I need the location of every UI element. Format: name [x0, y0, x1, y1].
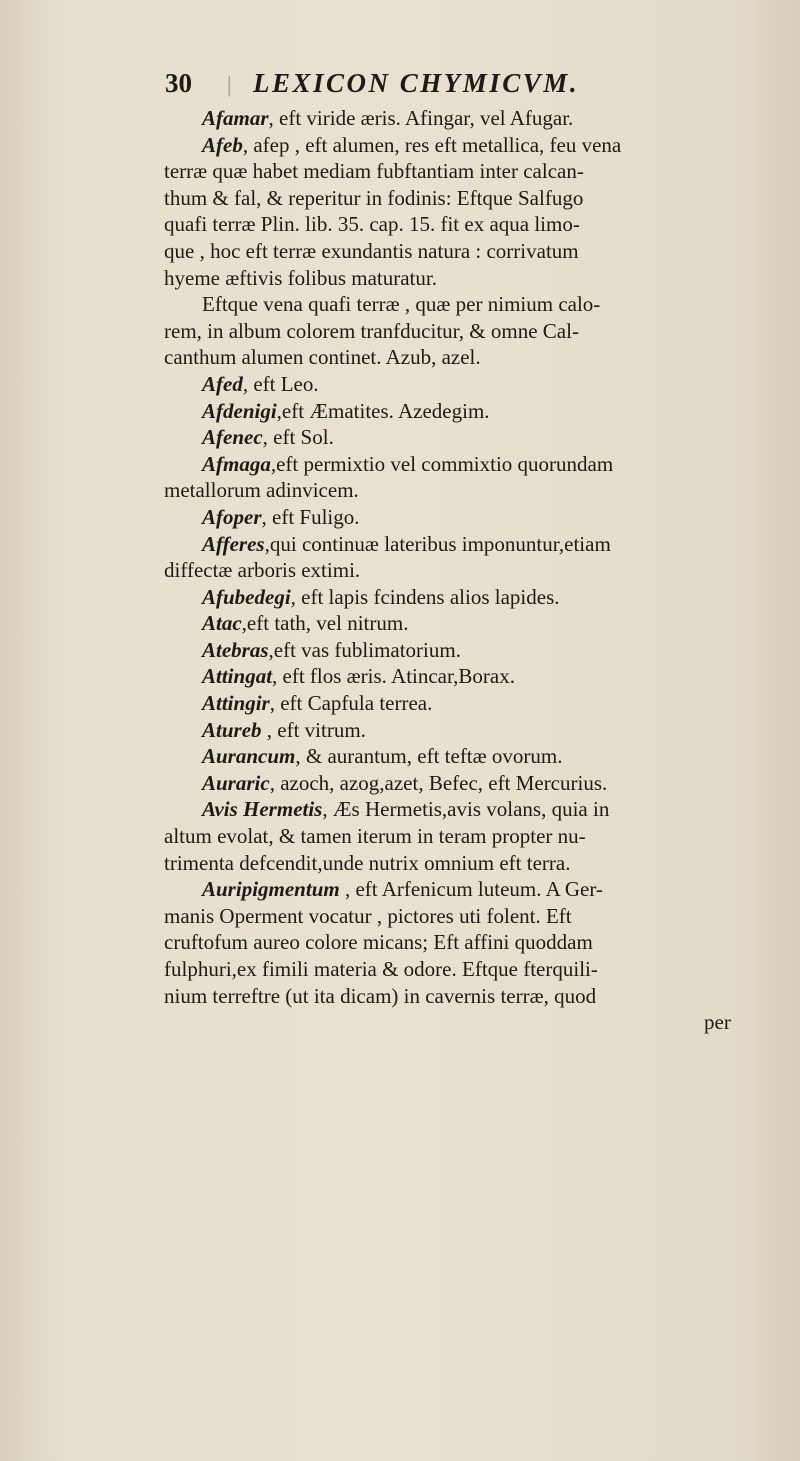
header-divider: | — [227, 72, 232, 97]
line-text: , eft Leo. — [242, 371, 319, 396]
line-text: , azoch, azog,azet, Befec, eft Mercurius. — [269, 770, 608, 795]
line-text: , & aurantum, eft teftæ ovorum. — [295, 744, 563, 769]
headword: Afoper — [202, 504, 262, 529]
text-line — [164, 663, 776, 690]
headword: Aurancum — [202, 744, 296, 769]
text-line — [164, 903, 776, 930]
line-text: hyeme æftivis folibus maturatur. — [164, 265, 437, 290]
line-text: , eft Capfula terrea. — [269, 691, 433, 716]
text-line — [164, 557, 776, 584]
text-line — [164, 238, 776, 265]
line-text: canthum alumen continet. Azub, azel. — [164, 345, 481, 370]
line-text: manis Operment vocatur , pictores uti folent. Eft — [164, 903, 572, 928]
line-text: , afep , eft alumen, res eft metallica, feu vena — [242, 132, 622, 157]
text-line — [164, 743, 776, 770]
line-text: ,eft permixtio vel commixtio quorundam — [270, 451, 614, 476]
line-text: , eft Arfenicum luteum. A Ger- — [339, 877, 603, 902]
text-line — [164, 850, 776, 877]
headword: Atureb — [202, 717, 262, 742]
text-line — [164, 983, 776, 1010]
text-line — [164, 398, 776, 425]
line-text: terræ quæ habet mediam fubftantiam inter calcan- — [164, 159, 584, 184]
running-title: LEXICON CHYMICVM. — [253, 68, 580, 98]
headword: Afmaga — [202, 451, 271, 476]
text-line — [164, 956, 776, 983]
line-text: Eftque vena quafi terræ , quæ per nimium calo- — [202, 292, 601, 317]
text-line — [164, 424, 776, 451]
headword: Afubedegi — [202, 584, 291, 609]
line-text: ,eft tath, vel nitrum. — [241, 611, 409, 636]
line-text: , eft Sol. — [262, 425, 334, 450]
text-line — [164, 504, 776, 531]
text-line — [164, 637, 776, 664]
dictionary-entries — [164, 105, 776, 1036]
headword: Avis Hermetis — [202, 797, 323, 822]
text-line — [164, 610, 776, 637]
text-line — [164, 265, 776, 292]
text-line — [164, 451, 776, 478]
headword: Atac — [202, 611, 242, 636]
text-line — [164, 929, 776, 956]
line-text: ,eft Æmatites. Azedegim. — [276, 398, 490, 423]
text-line — [164, 185, 776, 212]
headword: Attingir — [202, 691, 270, 716]
text-line — [164, 132, 776, 159]
line-text: , eft Fuligo. — [261, 504, 360, 529]
headword: Atebras — [202, 637, 269, 662]
text-line — [164, 584, 776, 611]
line-text: thum & fal, & reperitur in fodinis: Eftque Salfugo — [164, 185, 584, 210]
text-line — [164, 717, 776, 744]
text-line — [164, 796, 776, 823]
text-line — [164, 344, 776, 371]
line-text: quafi terræ Plin. lib. 35. cap. 15. fit ex aqua limo- — [164, 212, 580, 237]
page-number: 30 — [165, 68, 192, 98]
line-text: altum evolat, & tamen iterum in teram propter nu- — [164, 824, 586, 849]
line-text: ,eft vas fublimatorium. — [268, 637, 461, 662]
text-line — [164, 105, 776, 132]
text-line — [164, 291, 776, 318]
headword: Afamar — [202, 106, 269, 130]
text-line — [164, 477, 776, 504]
headword: Afdenigi — [202, 398, 277, 423]
line-text: fulphuri,ex fimili materia & odore. Eftque fterquili- — [164, 957, 598, 981]
text-line — [164, 690, 776, 717]
headword: Auraric — [202, 770, 270, 795]
line-text: , eft viride æris. Afingar, vel Afugar. — [268, 106, 574, 130]
line-text: , eft lapis fcindens alios lapides. — [290, 584, 560, 609]
text-line — [164, 770, 776, 797]
line-text: trimenta defcendit,unde nutrix omnium eft terra. — [164, 850, 571, 875]
line-text: rem, in album colorem tranfducitur, & omne Cal- — [164, 318, 579, 343]
headword: Afferes — [202, 531, 265, 556]
text-line — [164, 876, 776, 903]
line-text: cruftofum aureo colore micans; Eft affini quoddam — [164, 930, 593, 955]
headword: Afed — [202, 371, 243, 396]
line-text: , Æs Hermetis,avis volans, quia in — [322, 797, 610, 822]
line-text: que , hoc eft terræ exundantis natura : corrivatum — [164, 238, 579, 263]
line-text: ,qui continuæ lateribus imponuntur,etiam — [264, 531, 611, 556]
headword: Auripigmentum — [202, 877, 340, 902]
headword: Attingat — [202, 664, 273, 689]
headword: Afenec — [202, 425, 263, 450]
line-text: metallorum adinvicem. — [164, 478, 359, 503]
text-line — [164, 823, 776, 850]
catchword: per — [704, 1010, 731, 1035]
text-line — [164, 371, 776, 398]
line-text: diffectæ arboris extimi. — [164, 558, 361, 583]
text-line — [164, 531, 776, 558]
line-text: nium terreftre (ut ita dicam) in cavernis terræ, quod — [164, 983, 597, 1008]
text-line — [164, 158, 776, 185]
headword: Afeb — [202, 132, 243, 157]
text-line — [164, 211, 776, 238]
line-text: , eft vitrum. — [261, 717, 366, 742]
page-header — [165, 68, 725, 102]
text-line — [164, 318, 776, 345]
line-text: , eft flos æris. Atincar,Borax. — [272, 664, 515, 689]
